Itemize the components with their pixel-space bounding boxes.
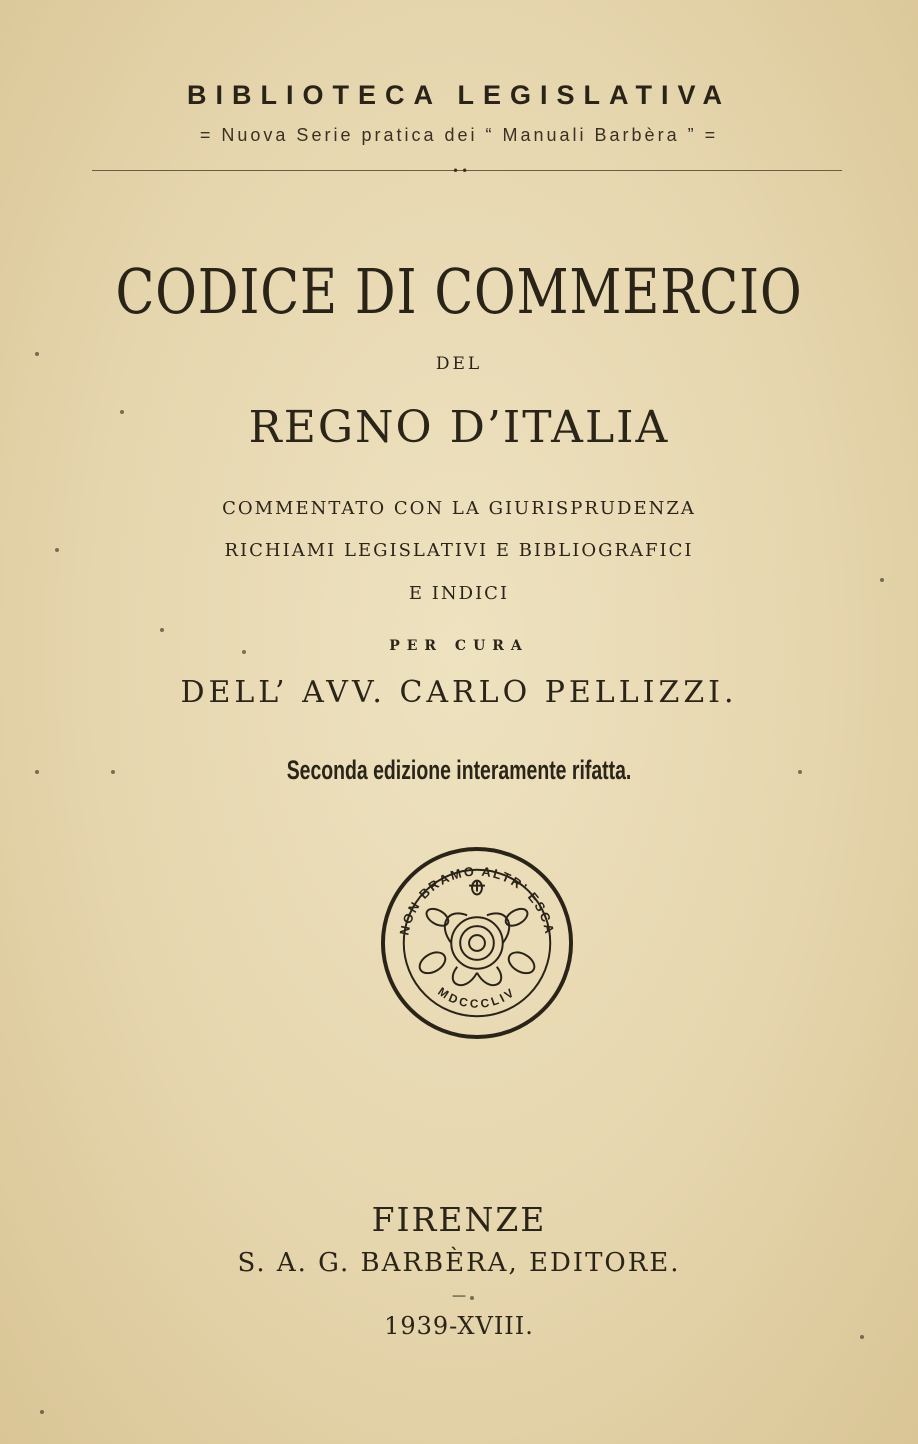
paper-speck bbox=[40, 1410, 44, 1414]
series-title: BIBLIOTECA LEGISLATIVA bbox=[187, 80, 731, 110]
seal-motto: NON BRAMO ALTR’ ESCA bbox=[396, 863, 558, 937]
paper-speck bbox=[880, 578, 884, 582]
imprint-city: FIRENZE bbox=[371, 1200, 547, 1239]
paper-speck bbox=[470, 1296, 474, 1300]
paper-speck bbox=[160, 628, 164, 632]
title-connector: DEL bbox=[435, 354, 483, 374]
imprint-year: 1939-XVIII. bbox=[384, 1312, 534, 1340]
paper-speck bbox=[111, 770, 115, 774]
rule-ornament: •• bbox=[452, 164, 471, 178]
imprint-publisher: S. A. G. BARBÈRA, EDITORE. bbox=[237, 1248, 681, 1278]
paper-speck bbox=[35, 770, 39, 774]
paper-speck bbox=[242, 650, 246, 654]
seal-year: MDCCCLIV bbox=[435, 984, 519, 1011]
description-line: COMMENTATO CON LA GIURISPRUDENZA bbox=[222, 498, 696, 519]
publisher-seal-emblem bbox=[378, 846, 576, 1040]
editor-prefix: PER CURA bbox=[389, 638, 529, 654]
book-subject: REGNO D’ITALIA bbox=[248, 402, 670, 453]
description-line: RICHIAMI LEGISLATIVI E BIBLIOGRAFICI bbox=[224, 540, 694, 561]
paper-speck bbox=[55, 548, 59, 552]
book-title: CODICE DI COMMERCIO bbox=[115, 255, 803, 328]
edition-note: Seconda edizione interamente rifatta. bbox=[286, 755, 632, 785]
imprint-separator: — bbox=[452, 1288, 466, 1304]
editor-name: DELL’ AVV. CARLO PELLIZZI. bbox=[180, 675, 738, 710]
description-line: E INDICI bbox=[408, 583, 510, 604]
svg-text:MDCCCLIV bbox=[435, 984, 518, 1011]
series-subtitle: = Nuova Serie pratica dei “ Manuali Barbèra ” = bbox=[199, 125, 719, 145]
paper-speck bbox=[860, 1335, 864, 1339]
paper-speck bbox=[120, 410, 124, 414]
paper-speck bbox=[798, 770, 802, 774]
paper-speck bbox=[35, 352, 39, 356]
